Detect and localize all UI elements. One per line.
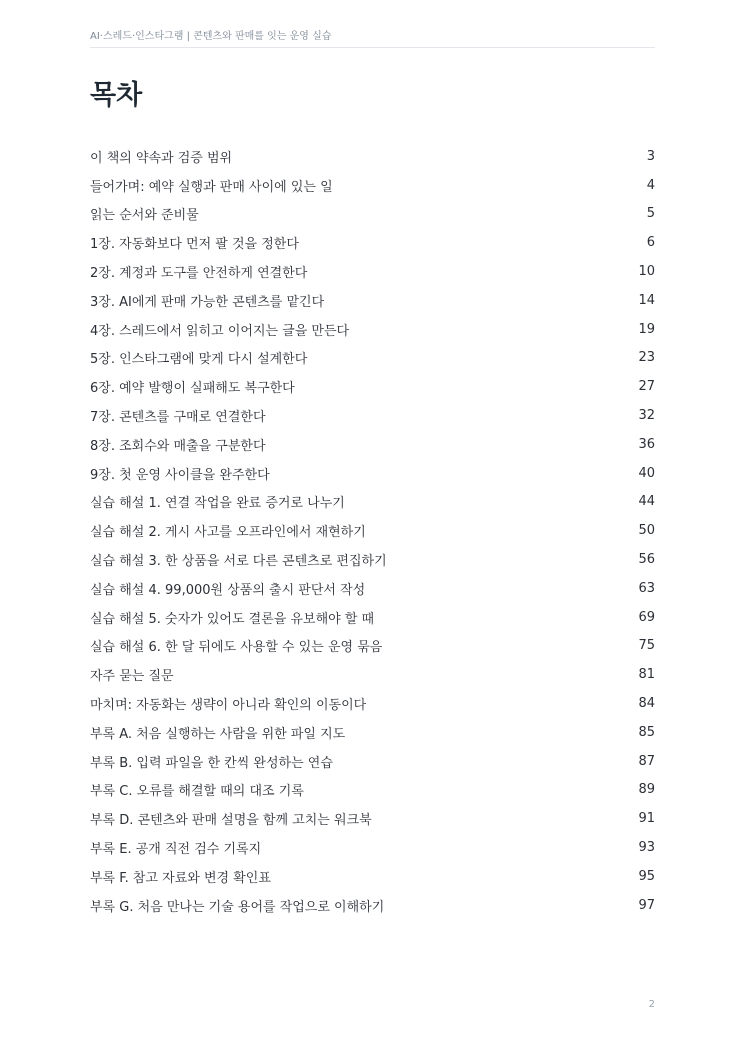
toc-entry[interactable]	[90, 545, 655, 574]
toc-entry-page: 63	[638, 580, 655, 596]
toc-entry-title[interactable]: 4장. 스레드에서 읽히고 이어지는 글을 만든다	[90, 323, 350, 339]
toc-entry-page: 56	[638, 552, 655, 568]
toc-entry-page: 44	[638, 494, 655, 510]
toc-entry[interactable]	[90, 372, 655, 401]
toc-entry-page: 6	[646, 235, 655, 251]
toc-entry[interactable]	[90, 632, 655, 661]
toc-entry-page: 3	[646, 148, 655, 164]
toc-entry[interactable]	[90, 603, 655, 632]
toc-entry[interactable]	[90, 344, 655, 373]
toc-entry[interactable]	[90, 200, 655, 229]
toc-entry-page: 14	[638, 292, 655, 308]
toc-entry-title[interactable]: 부록 D. 콘텐츠와 판매 설명을 함께 고치는 워크북	[90, 813, 372, 829]
toc-entry[interactable]	[90, 862, 655, 891]
page-number: 2	[648, 999, 655, 1010]
toc-entry-title[interactable]: 실습 해설 5. 숫자가 있어도 결론을 유보해야 할 때	[90, 611, 375, 627]
toc-entry[interactable]	[90, 286, 655, 315]
toc-entry-title[interactable]: 실습 해설 6. 한 달 뒤에도 사용할 수 있는 운영 묶음	[90, 640, 383, 656]
toc-entry[interactable]	[90, 257, 655, 286]
toc-entry-title[interactable]: 7장. 콘텐츠를 구매로 연결한다	[90, 410, 266, 426]
toc-entry-title[interactable]: 부록 C. 오류를 해결할 때의 대조 기록	[90, 784, 304, 800]
toc-entry-title[interactable]: 2장. 계정과 도구를 안전하게 연결한다	[90, 266, 308, 282]
toc-entry[interactable]	[90, 228, 655, 257]
toc-entry[interactable]	[90, 891, 655, 920]
toc-entry[interactable]	[90, 776, 655, 805]
toc-entry-page: 27	[638, 379, 655, 395]
toc-entry[interactable]	[90, 689, 655, 718]
toc-entry-page: 75	[638, 638, 655, 654]
toc-entry-title[interactable]: 마치며: 자동화는 생략이 아니라 확인의 이동이다	[90, 698, 367, 714]
toc-entry-page: 32	[638, 408, 655, 424]
toc-entry-title[interactable]: 실습 해설 1. 연결 작업을 완료 증거로 나누기	[90, 496, 345, 512]
toc-entry[interactable]	[90, 488, 655, 517]
toc-entry-page: 23	[638, 350, 655, 366]
toc-entry[interactable]	[90, 833, 655, 862]
toc-entry[interactable]	[90, 430, 655, 459]
toc-entry-title[interactable]: 부록 A. 처음 실행하는 사람을 위한 파일 지도	[90, 726, 346, 742]
toc-entry-page: 85	[638, 724, 655, 740]
toc-entry-page: 36	[638, 436, 655, 452]
toc-entry[interactable]	[90, 718, 655, 747]
toc-entry-page: 95	[638, 868, 655, 884]
toc-entry[interactable]	[90, 315, 655, 344]
toc-entry-title[interactable]: 5장. 인스타그램에 맞게 다시 설계한다	[90, 352, 308, 368]
header-divider	[90, 47, 655, 48]
toc-entry-page: 93	[638, 840, 655, 856]
toc-entry-title[interactable]: 8장. 조회수와 매출을 구분한다	[90, 438, 266, 454]
toc-entry-page: 5	[646, 206, 655, 222]
toc-entry-page: 40	[638, 465, 655, 481]
toc-entry-page: 87	[638, 753, 655, 769]
toc-entry-title[interactable]: 실습 해설 4. 99,000원 상품의 출시 판단서 작성	[90, 582, 366, 598]
toc-entry-title[interactable]: 실습 해설 2. 게시 사고를 오프라인에서 재현하기	[90, 525, 366, 541]
toc-entry[interactable]	[90, 804, 655, 833]
page-title: 목차	[90, 80, 143, 111]
toc-entry-title[interactable]: 읽는 순서와 준비물	[90, 208, 199, 224]
toc-entry-title[interactable]: 부록 B. 입력 파일을 한 칸씩 완성하는 연습	[90, 755, 333, 771]
toc-entry-title[interactable]: 이 책의 약속과 검증 범위	[90, 150, 233, 166]
toc-entry-title[interactable]: 부록 G. 처음 만나는 기술 용어를 작업으로 이해하기	[90, 899, 385, 915]
toc-entry-page: 91	[638, 811, 655, 827]
toc-entry[interactable]	[90, 516, 655, 545]
toc-entry-page: 19	[638, 321, 655, 337]
running-header: AI·스레드·인스타그램 | 콘텐츠와 판매를 잇는 운영 실습	[90, 31, 332, 42]
toc-entry-title[interactable]: 6장. 예약 발행이 실패해도 복구한다	[90, 381, 295, 397]
toc-entry-page: 81	[638, 667, 655, 683]
toc-entry-title[interactable]: 9장. 첫 운영 사이클을 완주한다	[90, 467, 270, 483]
toc-entry[interactable]	[90, 459, 655, 488]
toc-entry-page: 10	[638, 264, 655, 280]
toc-entry-page: 97	[638, 897, 655, 913]
toc-entry[interactable]	[90, 747, 655, 776]
toc-entry-page: 69	[638, 609, 655, 625]
toc-entry-page: 89	[638, 782, 655, 798]
toc-entry-page: 84	[638, 696, 655, 712]
toc-entry[interactable]	[90, 660, 655, 689]
toc-entry-page: 50	[638, 523, 655, 539]
toc-entry[interactable]	[90, 171, 655, 200]
toc-entry-title[interactable]: 부록 E. 공개 직전 검수 기록지	[90, 842, 262, 858]
toc-entry-title[interactable]: 들어가며: 예약 실행과 판매 사이에 있는 일	[90, 179, 333, 195]
toc-entry-title[interactable]: 3장. AI에게 판매 가능한 콘텐츠를 맡긴다	[90, 294, 325, 310]
toc-entry-title[interactable]: 실습 해설 3. 한 상품을 서로 다른 콘텐츠로 편집하기	[90, 554, 387, 570]
table-of-contents	[90, 142, 655, 920]
toc-entry[interactable]	[90, 142, 655, 171]
toc-entry-page: 4	[646, 177, 655, 193]
toc-entry-title[interactable]: 1장. 자동화보다 먼저 팔 것을 정한다	[90, 237, 299, 253]
toc-entry[interactable]	[90, 574, 655, 603]
toc-entry-title[interactable]: 부록 F. 참고 자료와 변경 확인표	[90, 870, 271, 886]
toc-entry-title[interactable]: 자주 묻는 질문	[90, 669, 174, 685]
toc-entry[interactable]	[90, 401, 655, 430]
